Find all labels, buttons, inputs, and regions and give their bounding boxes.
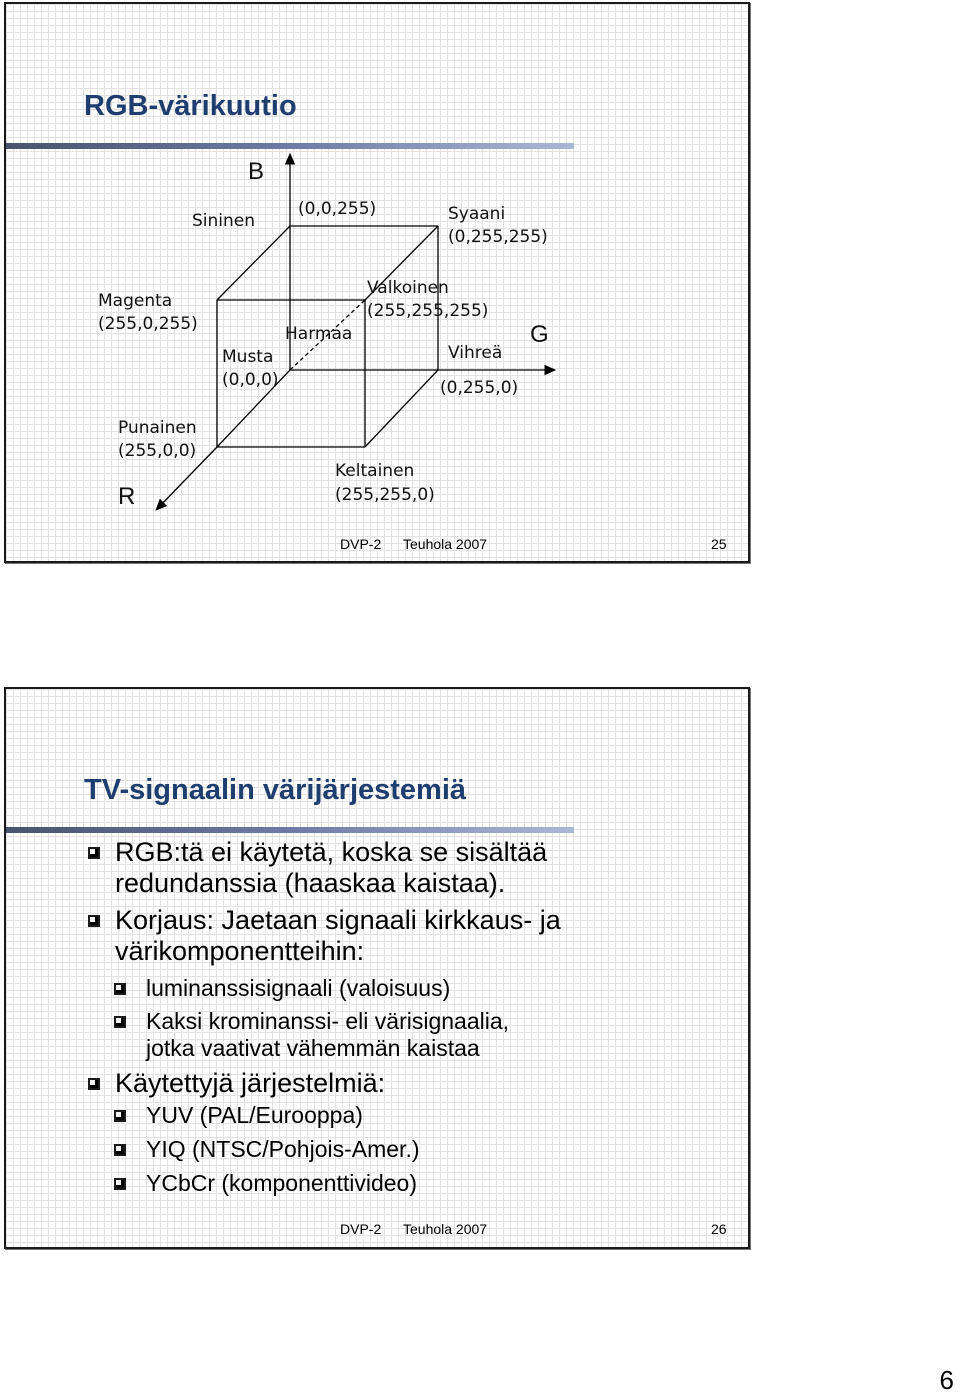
sub-item-text: YCbCr (komponenttivideo) bbox=[146, 1170, 418, 1196]
bullet-list bbox=[84, 837, 724, 1197]
sub-item-text: YIQ (NTSC/Pohjois-Amer.) bbox=[146, 1136, 420, 1162]
axis-label-b: B bbox=[248, 158, 265, 185]
sub-list bbox=[115, 975, 724, 1062]
sub-list-item bbox=[115, 1102, 724, 1129]
label-syaani-value: (0,255,255) bbox=[448, 227, 548, 247]
label-sininen: Sininen bbox=[192, 211, 256, 231]
label-syaani: Syaani bbox=[448, 204, 506, 224]
bullet-icon bbox=[114, 983, 126, 995]
slide-title: TV-signaalin värijärjestemiä bbox=[84, 774, 467, 806]
list-item bbox=[84, 905, 724, 1062]
label-punainen: Punainen bbox=[118, 418, 197, 438]
label-magenta: Magenta bbox=[98, 291, 173, 311]
label-valkoinen: Valkoinen bbox=[367, 278, 449, 298]
footer-slide-number: 26 bbox=[711, 1221, 727, 1237]
slide-rgb-cube bbox=[4, 2, 750, 563]
label-vihrea: Vihreä bbox=[448, 343, 503, 363]
footer-slide-number: 25 bbox=[711, 536, 727, 552]
label-magenta-value: (255,0,255) bbox=[98, 314, 198, 334]
label-sininen-value: (0,0,255) bbox=[298, 199, 377, 219]
label-musta-value: (0,0,0) bbox=[222, 370, 279, 390]
title-underline bbox=[6, 827, 574, 833]
sub-list-item bbox=[115, 1136, 724, 1163]
list-item-text: RGB:tä ei käytetä, koska se sisältää bbox=[115, 837, 548, 867]
sub-list-item bbox=[115, 1170, 724, 1197]
list-item bbox=[84, 837, 724, 899]
slide-title: RGB-värikuutio bbox=[84, 90, 297, 122]
list-item-text: Korjaus: Jaetaan signaali kirkkaus- ja bbox=[115, 905, 561, 935]
bullet-icon bbox=[114, 1110, 126, 1122]
cube-edge bbox=[217, 226, 290, 300]
label-punainen-value: (255,0,0) bbox=[118, 441, 197, 461]
footer-author: Teuhola 2007 bbox=[403, 1221, 488, 1237]
label-vihrea-value: (0,255,0) bbox=[440, 378, 519, 398]
label-valkoinen-value: (255,255,255) bbox=[367, 301, 489, 321]
bullet-icon bbox=[88, 915, 100, 927]
bullet-icon bbox=[88, 847, 100, 859]
sub-item-text: Kaksi krominanssi- eli värisignaalia, bbox=[146, 1008, 510, 1034]
footer-course: DVP-2 bbox=[340, 536, 382, 552]
cube-edge bbox=[365, 370, 438, 447]
footer-author: Teuhola 2007 bbox=[403, 536, 488, 552]
axis-label-r: R bbox=[118, 483, 136, 510]
list-item-text: värikomponentteihin: bbox=[115, 936, 365, 966]
sub-item-text: jotka vaativat vähemmän kaistaa bbox=[146, 1035, 480, 1061]
label-harmaa: Harmaa bbox=[285, 324, 353, 344]
label-musta: Musta bbox=[222, 347, 274, 367]
list-item-text: redundanssia (haaskaa kaistaa). bbox=[115, 868, 506, 898]
bullet-icon bbox=[88, 1078, 100, 1090]
list-item bbox=[84, 1068, 724, 1197]
sub-list-item bbox=[115, 1008, 724, 1062]
label-keltainen: Keltainen bbox=[335, 461, 415, 481]
sub-list bbox=[115, 1102, 724, 1197]
axis-label-g: G bbox=[530, 321, 549, 348]
bullet-icon bbox=[114, 1144, 126, 1156]
list-item-text: Käytettyjä järjestelmiä: bbox=[115, 1068, 386, 1098]
slide-tv-signals bbox=[4, 687, 750, 1249]
sub-item-text: YUV (PAL/Eurooppa) bbox=[146, 1102, 363, 1128]
label-keltainen-value: (255,255,0) bbox=[335, 485, 435, 505]
bullet-icon bbox=[114, 1016, 126, 1028]
footer-course: DVP-2 bbox=[340, 1221, 382, 1237]
page-number: 6 bbox=[939, 1365, 954, 1395]
bullet-icon bbox=[114, 1178, 126, 1190]
sub-item-text: luminanssisignaali (valoisuus) bbox=[146, 975, 451, 1001]
sub-list-item bbox=[115, 975, 724, 1002]
